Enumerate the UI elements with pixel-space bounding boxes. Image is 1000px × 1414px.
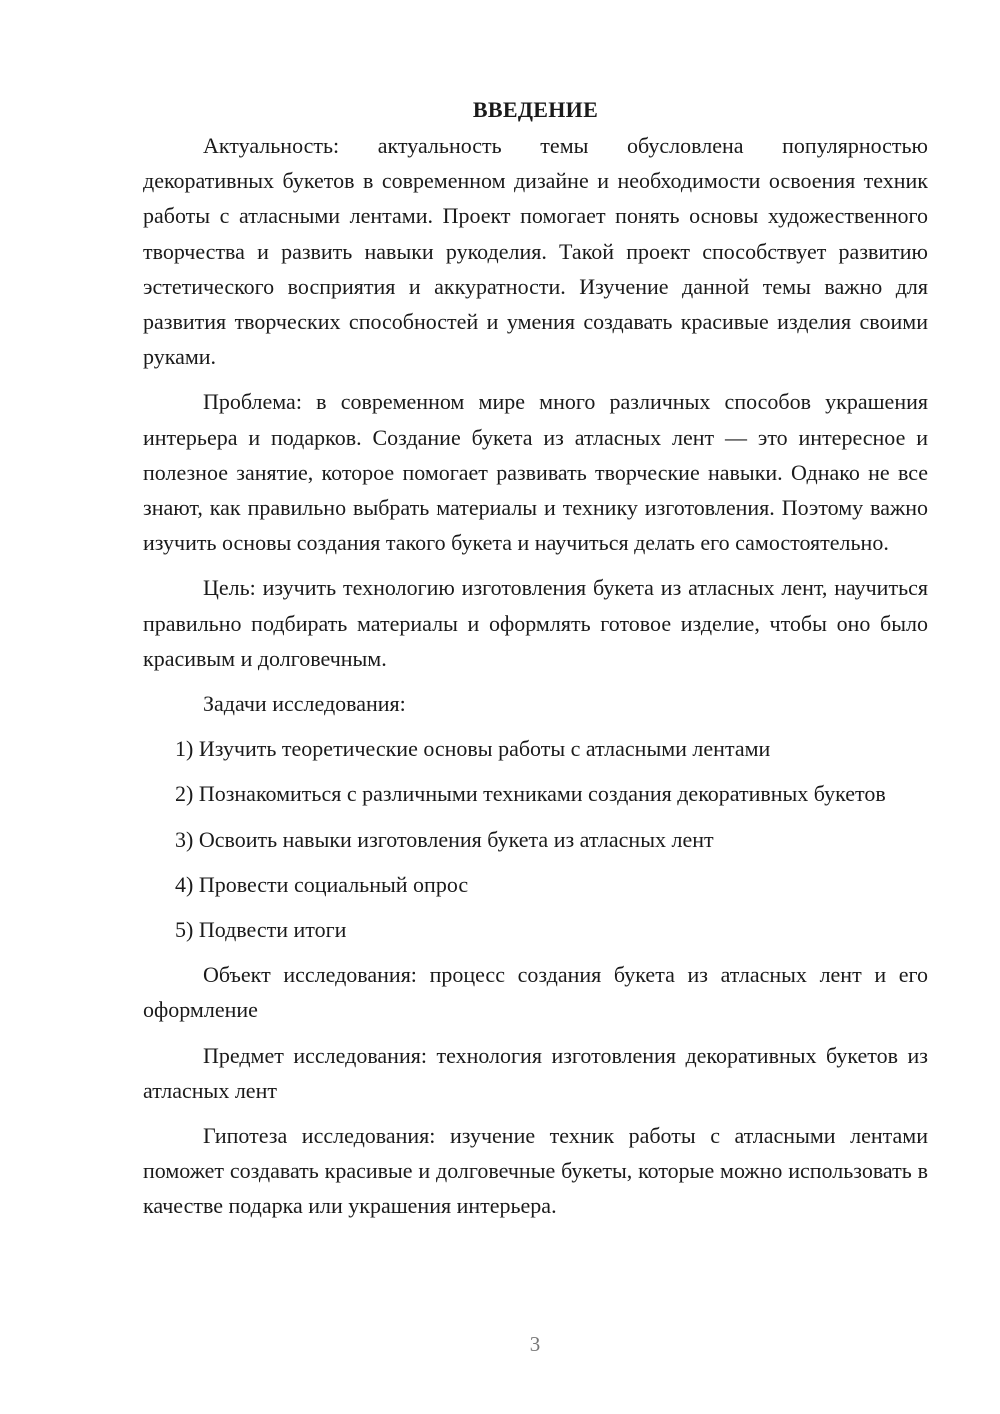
document-page	[143, 92, 928, 1234]
tasks-list	[143, 731, 928, 947]
list-item: 1) Изучить теоретические основы работы с атласными лентами	[175, 736, 771, 762]
paragraph-relevance: Актуальность: актуальность темы обусловлена популярностью декоративных букетов в современном дизайне и необходимости освоения техник работы с атласными лентами. Проект помогает понять основы художественного творчества и развить навыки рукоделия. Такой проект способствует развитию эстетического восприятия и аккуратности. Изучение данной темы важно для развития творческих способностей и умения создавать красивые изделия своими руками.	[143, 133, 928, 370]
paragraph-object: Объект исследования: процесс создания букета из атласных лент и его оформление	[143, 962, 928, 1023]
paragraph-hypothesis: Гипотеза исследования: изучение техник работы с атласными лентами поможет создавать красивые и долговечные букеты, которые можно использовать в качестве подарка или украшения интерьера.	[143, 1123, 928, 1219]
paragraph-subject: Предмет исследования: технология изготовления декоративных букетов из атласных лент	[143, 1042, 928, 1103]
page-number: 3	[529, 1332, 541, 1356]
list-item: 4) Провести социальный опрос	[175, 871, 469, 897]
list-item: 3) Освоить навыки изготовления букета из атласных лент	[175, 826, 714, 852]
paragraph-goal: Цель: изучить технологию изготовления букета из атласных лент, научиться правильно подбирать материалы и оформлять готовое изделие, чтобы оно было красивым и долговечным.	[143, 575, 928, 671]
page-title: ВВЕДЕНИЕ	[472, 97, 599, 122]
paragraph-problem: Проблема: в современном мире много различных способов украшения интерьера и подарков. Создание букета из атласных лент — это интересное и полезное занятие, которое помогает развивать творческие навыки. Однако не все знают, как правильно выбрать материалы и технику изготовления. Поэтому важно изучить основы создания такого букета и научиться делать его самостоятельно.	[143, 389, 928, 556]
paragraph-tasks-title: Задачи исследования:	[203, 691, 406, 717]
list-item: 2) Познакомиться с различными техниками создания декоративных букетов	[175, 781, 886, 807]
list-item: 5) Подвести итоги	[175, 917, 347, 943]
